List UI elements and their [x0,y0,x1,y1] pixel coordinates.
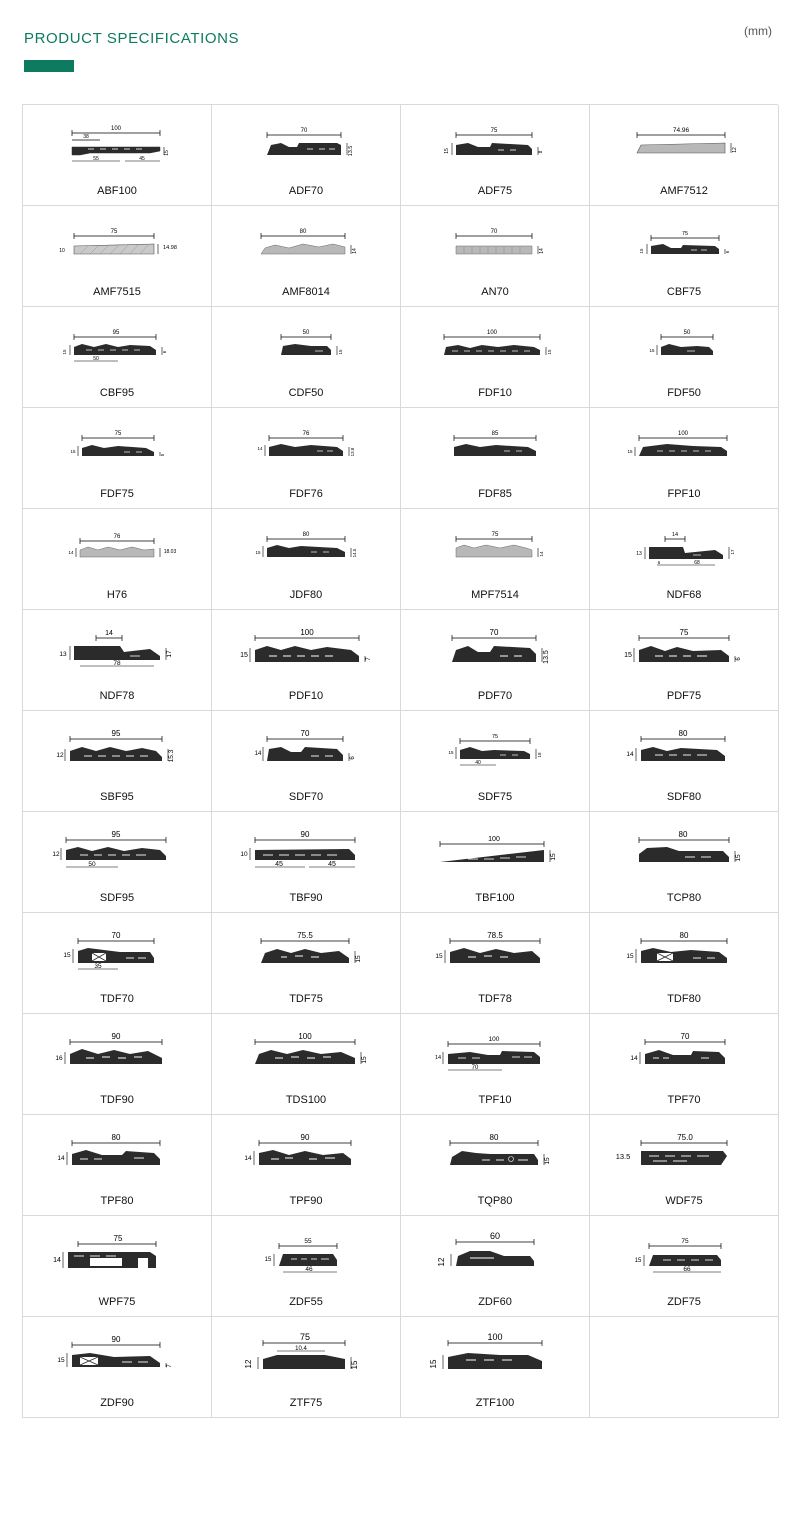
profile-drawing-zdf55 [219,1224,394,1288]
profile-drawing-an70 [408,214,583,278]
svg-text:40: 40 [474,760,481,766]
svg-text:80: 80 [679,931,688,940]
product-cell[interactable] [212,408,401,509]
svg-text:80: 80 [678,729,687,738]
svg-text:100: 100 [486,330,497,336]
svg-text:15: 15 [56,1357,65,1364]
profile-drawing-tbf100 [408,820,583,884]
profile-drawing-zdf60 [408,1224,583,1288]
svg-text:12: 12 [51,851,60,858]
product-cell[interactable] [212,913,401,1014]
svg-text:90: 90 [300,830,309,839]
svg-text:15: 15 [163,150,170,156]
product-cell[interactable] [401,206,590,307]
product-code: WPF75 [98,1296,136,1308]
svg-text:15: 15 [447,750,454,755]
product-cell[interactable] [23,812,212,913]
product-cell[interactable] [590,1115,779,1216]
svg-text:76: 76 [302,431,309,437]
product-code: ZDF55 [289,1296,323,1308]
product-cell[interactable] [590,913,779,1014]
svg-text:50: 50 [87,861,96,868]
svg-text:95: 95 [112,330,119,336]
svg-text:50: 50 [92,356,99,362]
product-code: ZTF100 [475,1397,515,1409]
svg-text:13: 13 [58,651,67,658]
product-cell[interactable] [23,1115,212,1216]
product-cell[interactable] [212,509,401,610]
product-code: JDF80 [289,589,323,601]
product-code: CBF75 [666,286,702,298]
svg-text:50: 50 [683,330,690,336]
profile-drawing-tdf80 [597,921,772,985]
product-cell[interactable] [23,105,212,206]
svg-text:6: 6 [349,756,356,760]
svg-text:17: 17 [165,650,173,658]
product-code: FDF76 [289,488,323,500]
product-code: SDF95 [99,892,135,904]
svg-text:6: 6 [657,560,660,565]
profile-drawing-sdf80 [597,719,772,783]
svg-text:75: 75 [680,1238,689,1245]
product-cell[interactable] [212,105,401,206]
svg-text:75.0: 75.0 [676,1133,693,1142]
svg-text:85: 85 [491,431,498,437]
product-code: TBF100 [475,892,515,904]
svg-text:15: 15 [626,449,633,454]
product-code: FDF10 [478,387,512,399]
product-cell[interactable] [590,105,779,206]
svg-text:70: 70 [489,628,498,637]
product-code: FPF10 [667,488,701,500]
profile-drawing-h76 [30,517,205,581]
product-cell[interactable] [401,408,590,509]
product-code: TPF10 [478,1094,512,1106]
profile-drawing-ztf75 [219,1325,394,1389]
svg-text:46: 46 [304,1266,313,1273]
svg-text:13.5: 13.5 [347,145,354,157]
profile-drawing-tdf70 [30,921,205,985]
svg-text:13.5: 13.5 [542,650,550,664]
svg-text:14.98: 14.98 [162,245,177,251]
svg-text:80: 80 [302,532,309,538]
svg-text:15: 15 [625,953,634,960]
product-cell[interactable] [212,812,401,913]
product-cell[interactable] [590,610,779,711]
svg-text:7: 7 [365,657,372,661]
svg-text:75: 75 [491,734,498,740]
svg-text:75.5: 75.5 [296,931,313,940]
svg-text:15: 15 [638,248,644,254]
svg-text:10: 10 [239,851,248,858]
profile-drawing-tpf90 [219,1123,394,1187]
product-code: AMF8014 [282,286,330,298]
product-cell[interactable] [212,610,401,711]
profile-drawing-zdf75 [597,1224,772,1288]
product-code: PDF10 [288,690,324,702]
svg-text:15: 15 [354,955,362,963]
product-cell[interactable] [212,206,401,307]
svg-text:15: 15 [428,1359,438,1369]
svg-text:17: 17 [729,549,735,555]
svg-text:14.5: 14.5 [351,548,357,558]
svg-text:8: 8 [537,150,544,154]
product-code: AMF7515 [93,286,141,298]
svg-text:100: 100 [110,126,121,132]
product-cell[interactable] [401,1216,590,1317]
product-cell[interactable] [23,610,212,711]
svg-text:80: 80 [489,1133,498,1142]
profile-drawing-wdf75 [597,1123,772,1187]
svg-text:14: 14 [104,630,113,637]
svg-text:80: 80 [678,830,687,839]
product-code: CBF95 [99,387,135,399]
profile-drawing-tpf10 [408,1022,583,1086]
svg-text:6: 6 [161,350,167,354]
product-cell[interactable] [23,1317,212,1418]
product-cell[interactable] [23,206,212,307]
svg-text:15.3: 15.3 [167,749,175,763]
svg-text:100: 100 [299,628,314,637]
product-code: SDF70 [288,791,324,803]
product-cell[interactable] [212,307,401,408]
product-cell[interactable] [212,1014,401,1115]
svg-text:15: 15 [360,1056,368,1064]
svg-text:15: 15 [634,1258,641,1264]
product-code: PDF70 [477,690,513,702]
svg-text:78.5: 78.5 [486,931,503,940]
product-code: AN70 [481,286,509,298]
svg-text:13.8: 13.8 [349,447,355,457]
product-code: ZDF75 [667,1296,701,1308]
svg-text:70: 70 [680,1032,689,1041]
profile-drawing-mpf7514 [408,517,583,581]
product-cell[interactable] [212,1216,401,1317]
svg-text:75: 75 [490,128,497,134]
product-cell[interactable] [590,812,779,913]
profile-drawing-tpf80 [30,1123,205,1187]
svg-text:15: 15 [69,449,76,454]
product-cell[interactable] [590,307,779,408]
svg-text:12: 12 [436,1257,446,1267]
svg-text:38: 38 [82,134,89,140]
svg-text:15: 15 [443,148,450,154]
profile-drawing-cbf75 [597,214,772,278]
svg-text:15: 15 [62,952,71,959]
product-cell[interactable] [590,408,779,509]
svg-text:14: 14 [256,446,263,451]
profile-drawing-fdf10 [408,315,583,379]
svg-text:100: 100 [486,1332,503,1342]
svg-text:50: 50 [302,330,309,336]
product-code: SBF95 [100,791,134,803]
profile-drawing-tdf90 [30,1022,205,1086]
product-cell[interactable] [23,307,212,408]
product-cell[interactable] [212,1115,401,1216]
svg-text:76: 76 [113,534,120,540]
product-code: TPF70 [667,1094,701,1106]
svg-text:14: 14 [243,1155,252,1162]
svg-text:15: 15 [349,1360,359,1370]
page-title: PRODUCT SPECIFICATIONS [24,30,240,47]
product-cell[interactable] [401,913,590,1014]
svg-text:100: 100 [488,1036,499,1043]
profile-drawing-tds100 [219,1022,394,1086]
product-cell[interactable] [23,408,212,509]
svg-text:15: 15 [734,854,742,862]
svg-text:75: 75 [299,1332,310,1342]
svg-text:15: 15 [434,953,443,960]
profile-drawing-ndf68 [597,517,772,581]
product-code: TDF90 [100,1094,134,1106]
product-cell[interactable] [590,509,779,610]
product-code: FDF85 [478,488,512,500]
svg-text:35: 35 [93,963,102,970]
product-cell[interactable] [401,509,590,610]
product-cell[interactable] [590,1216,779,1317]
profile-drawing-fdf50 [597,315,772,379]
svg-text:75: 75 [114,431,121,437]
svg-text:10: 10 [58,248,65,254]
svg-text:90: 90 [111,1335,120,1344]
svg-text:14: 14 [351,248,358,254]
profile-drawing-fdf76 [219,416,394,480]
svg-text:16: 16 [54,1055,63,1062]
product-cell[interactable] [23,1014,212,1115]
product-code: TCP80 [666,892,702,904]
profile-drawing-tqp80 [408,1123,583,1187]
svg-text:5: 5 [159,453,165,457]
svg-text:70: 70 [471,1065,478,1071]
profile-drawing-tdf75 [219,921,394,985]
svg-text:18: 18 [536,752,542,758]
svg-text:15: 15 [61,349,67,355]
svg-text:10.4: 10.4 [294,1346,307,1352]
profile-drawing-tbf90 [219,820,394,884]
svg-text:15: 15 [623,652,632,659]
profile-drawing-pdf10 [219,618,394,682]
svg-text:45: 45 [138,156,145,162]
product-code: TDF80 [667,993,701,1005]
product-code: MPF7514 [471,589,519,601]
product-code: ABF100 [97,185,137,197]
profile-drawing-tpf70 [597,1022,772,1086]
svg-text:14: 14 [254,751,261,757]
profile-drawing-cdf50 [219,315,394,379]
svg-text:14: 14 [538,248,545,254]
svg-text:70: 70 [490,229,497,235]
product-code: ZDF90 [100,1397,134,1409]
svg-text:15: 15 [337,349,343,355]
product-cell[interactable] [212,711,401,812]
product-code: SDF80 [666,791,702,803]
svg-text:45: 45 [274,861,283,868]
profile-drawing-fdf75 [30,416,205,480]
page-header [0,0,800,90]
svg-text:70: 70 [300,729,309,738]
product-code: SDF75 [477,791,513,803]
profile-drawing-cbf95 [30,315,205,379]
svg-text:15: 15 [264,1257,271,1263]
svg-text:6: 6 [724,250,730,254]
product-code: WDF75 [665,1195,703,1207]
svg-text:12: 12 [55,752,64,759]
profile-drawing-adf75 [408,113,583,177]
profile-drawing-ndf78 [30,618,205,682]
profile-drawing-tcp80 [597,820,772,884]
svg-text:95: 95 [111,830,120,839]
svg-text:6: 6 [735,657,742,661]
svg-text:90: 90 [300,1133,309,1142]
product-code: TDF75 [289,993,323,1005]
svg-text:66: 66 [682,1266,691,1273]
product-cell[interactable] [401,1014,590,1115]
profile-drawing-pdf70 [408,618,583,682]
product-code: FDF50 [667,387,701,399]
product-cell[interactable] [401,1115,590,1216]
product-code: TPF90 [289,1195,323,1207]
svg-text:12: 12 [731,147,738,153]
product-cell[interactable] [23,509,212,610]
profile-drawing-fdf85 [408,416,583,480]
product-cell[interactable] [401,1317,590,1418]
product-code: TDF78 [478,993,512,1005]
product-code: AMF7512 [660,185,708,197]
svg-text:15: 15 [254,550,261,555]
product-cell[interactable] [23,913,212,1014]
svg-text:95: 95 [111,729,120,738]
profile-drawing-sbf95 [30,719,205,783]
svg-text:90: 90 [111,1032,120,1041]
svg-text:14: 14 [52,1257,61,1264]
profile-drawing-abf100 [30,113,205,177]
svg-text:70: 70 [111,931,120,940]
product-cell-empty [590,1317,779,1418]
product-code: TDF70 [100,993,134,1005]
product-code: NDF68 [666,589,702,601]
profile-drawing-amf8014 [219,214,394,278]
profile-drawing-zdf90 [30,1325,205,1389]
product-code: TDS100 [285,1094,327,1106]
profile-drawing-tdf78 [408,921,583,985]
svg-text:14: 14 [434,1055,441,1061]
svg-text:100: 100 [487,836,500,843]
product-grid [22,104,778,1418]
product-code: ADF70 [288,185,324,197]
svg-text:68: 68 [693,560,700,566]
profile-drawing-sdf70 [219,719,394,783]
product-code: TQP80 [477,1195,513,1207]
svg-text:15: 15 [648,348,655,353]
unit-label: (mm) [744,24,772,38]
svg-text:80: 80 [299,229,306,235]
product-code: FDF75 [100,488,134,500]
profile-drawing-amf7515 [30,214,205,278]
profile-drawing-sdf75 [408,719,583,783]
svg-text:14: 14 [629,1055,638,1062]
svg-text:14: 14 [538,551,544,557]
product-code: PDF75 [666,690,702,702]
svg-text:80: 80 [111,1133,120,1142]
product-code: CDF50 [288,387,324,399]
svg-text:14: 14 [625,751,634,758]
product-cell[interactable] [23,1216,212,1317]
product-code: TBF90 [289,892,323,904]
svg-text:18.03: 18.03 [163,549,176,555]
title-underline [24,60,74,72]
svg-text:14: 14 [671,532,678,538]
product-cell[interactable] [401,812,590,913]
svg-text:12: 12 [243,1359,253,1369]
product-cell[interactable] [590,206,779,307]
svg-text:75: 75 [681,231,688,237]
product-code: ZTF75 [289,1397,323,1409]
svg-text:70: 70 [300,128,307,134]
svg-text:15: 15 [543,1157,551,1165]
svg-text:15: 15 [549,853,557,861]
product-cell[interactable] [212,1317,401,1418]
profile-drawing-pdf75 [597,618,772,682]
svg-text:15: 15 [239,652,248,659]
product-code: ADF75 [477,185,513,197]
product-code: NDF78 [99,690,135,702]
product-cell[interactable] [401,307,590,408]
svg-text:7: 7 [166,1364,173,1368]
svg-text:74.96: 74.96 [672,127,689,134]
svg-text:45: 45 [327,861,336,868]
profile-drawing-wpf75 [30,1224,205,1288]
svg-text:14: 14 [56,1155,65,1162]
svg-text:78: 78 [112,660,121,667]
profile-drawing-ztf100 [408,1325,583,1389]
svg-text:75: 75 [110,229,117,235]
svg-text:13: 13 [635,551,642,557]
product-cell[interactable] [401,610,590,711]
profile-drawing-jdf80 [219,517,394,581]
svg-text:14: 14 [67,550,74,555]
svg-text:15: 15 [546,349,552,355]
profile-drawing-sdf95 [30,820,205,884]
svg-text:75: 75 [491,532,498,538]
svg-text:75: 75 [679,628,688,637]
product-cell[interactable] [590,1014,779,1115]
product-code: ZDF60 [478,1296,512,1308]
product-code: H76 [106,589,128,601]
svg-text:100: 100 [297,1032,312,1041]
svg-text:60: 60 [489,1231,500,1241]
svg-text:13.5: 13.5 [615,1152,630,1161]
profile-drawing-amf7512 [597,113,772,177]
product-code: TPF80 [100,1195,134,1207]
product-cell[interactable] [590,711,779,812]
product-cell[interactable] [401,711,590,812]
svg-text:75: 75 [113,1234,122,1243]
product-cell[interactable] [401,105,590,206]
profile-drawing-fpf10 [597,416,772,480]
product-cell[interactable] [23,711,212,812]
svg-text:100: 100 [677,431,688,437]
svg-text:55: 55 [92,156,99,162]
svg-text:55: 55 [303,1238,312,1245]
profile-drawing-adf70 [219,113,394,177]
